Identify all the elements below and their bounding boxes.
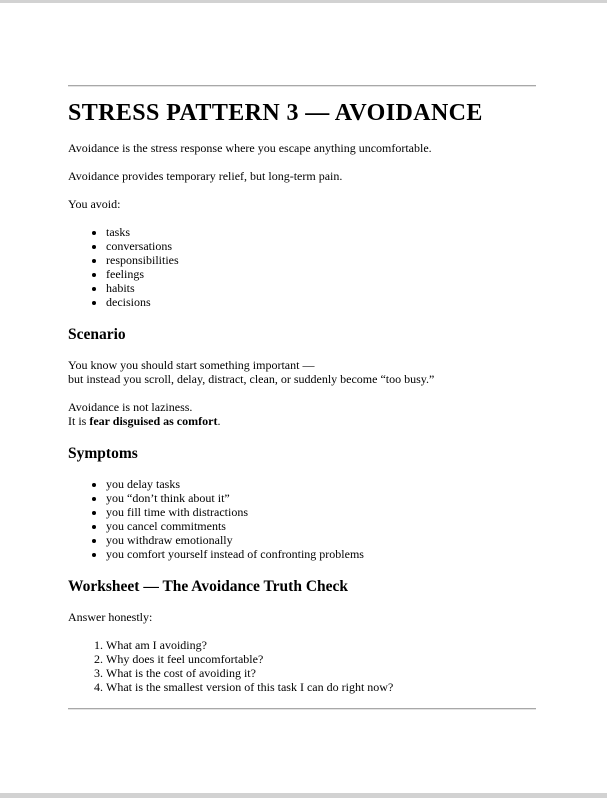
- bottom-rule: [68, 708, 536, 710]
- list-item: • you delay tasks: [106, 477, 536, 491]
- list-item: • responsibilities: [106, 253, 536, 267]
- list-item: • feelings: [106, 267, 536, 281]
- screen: [0, 3, 607, 798]
- document-content: [68, 85, 536, 710]
- list-item: • tasks: [106, 225, 536, 239]
- section-heading-worksheet: Worksheet — The Avoidance Truth Check: [68, 578, 349, 595]
- list-item: 3. What is the cost of avoiding it?: [106, 666, 536, 680]
- list-item: 2. Why does it feel uncomfortable?: [106, 652, 536, 666]
- list-item: 4. What is the smallest version of this task I can do right now?: [106, 680, 536, 694]
- worksheet-prompt: Answer honestly:: [68, 610, 153, 624]
- scenario-line-1: You know you should start something important —: [68, 358, 315, 372]
- list-item: • you withdraw emotionally: [106, 533, 536, 547]
- intro-paragraph-definition: Avoidance is the stress response where you escape anything uncomfortable.: [68, 141, 432, 155]
- avoid-list: [68, 225, 536, 309]
- intro-paragraph-relief: Avoidance provides temporary relief, but long-term pain.: [68, 169, 343, 183]
- laziness-line: Avoidance is not laziness.: [68, 400, 193, 414]
- document-page: [0, 3, 607, 793]
- symptoms-list: [68, 477, 536, 561]
- list-item: • you fill time with distractions: [106, 505, 536, 519]
- list-item: • habits: [106, 281, 536, 295]
- bold-phrase: fear disguised as comfort: [89, 414, 218, 428]
- it-is-prefix: It is: [68, 414, 90, 428]
- intro-paragraph-you-avoid: You avoid:: [68, 197, 121, 211]
- sentence-period: .: [217, 414, 221, 428]
- page-title: STRESS PATTERN 3 — AVOIDANCE: [68, 100, 483, 126]
- worksheet-questions-list: [68, 638, 536, 694]
- scenario-line-2: but instead you scroll, delay, distract, clean, or suddenly become “too busy.”: [68, 372, 435, 386]
- section-heading-symptoms: Symptoms: [68, 445, 138, 462]
- list-item: • you “don’t think about it”: [106, 491, 536, 505]
- list-item: • decisions: [106, 295, 536, 309]
- section-heading-scenario: Scenario: [68, 326, 126, 343]
- laziness-paragraph: [68, 400, 536, 428]
- list-item: 1. What am I avoiding?: [106, 638, 536, 652]
- top-rule: [68, 85, 536, 87]
- list-item: • conversations: [106, 239, 536, 253]
- list-item: • you comfort yourself instead of confronting problems: [106, 547, 536, 561]
- scenario-paragraph: [68, 358, 536, 386]
- list-item: • you cancel commitments: [106, 519, 536, 533]
